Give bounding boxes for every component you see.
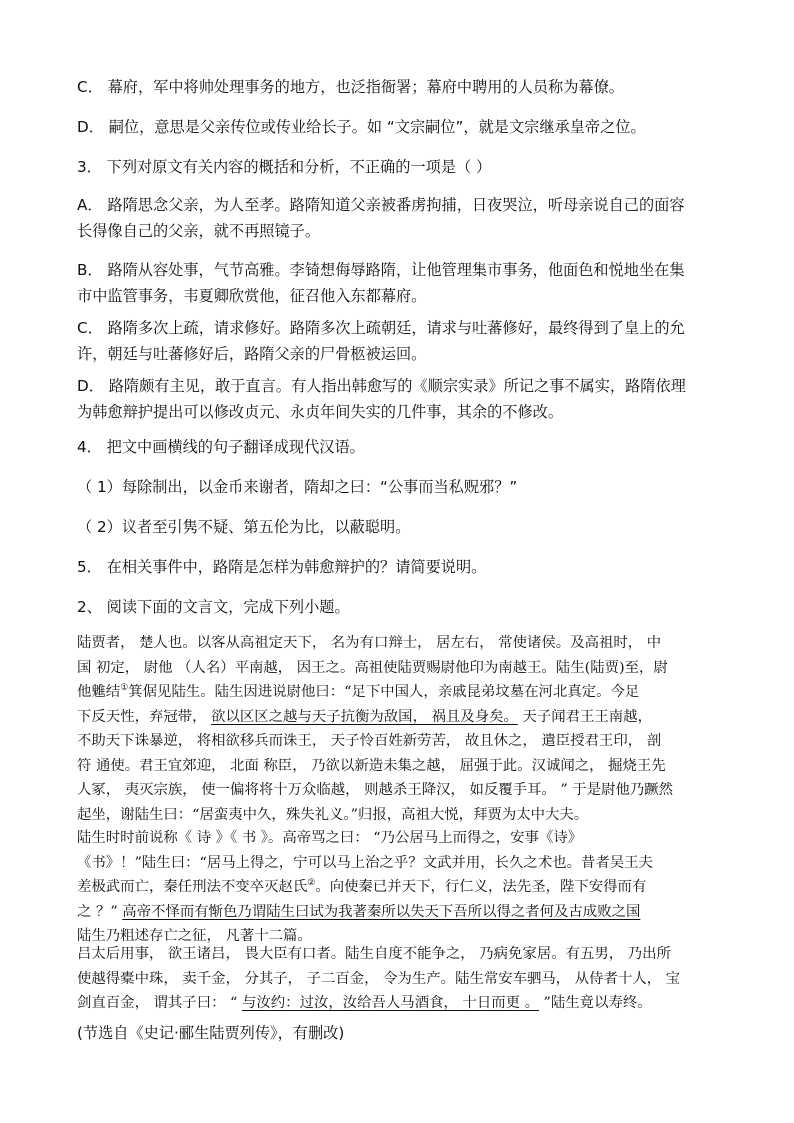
passage-paragraph-2: 陆生时时前说称《 诗 》《 书 》。高帝骂之曰： “乃公居马上而得之，安事《诗》 《书》！”陆生曰：“居马上得之，宁可以马上治之乎？文武并用，长久之术也。昔者吴王夫 差极武而亡，秦任刑法不变卒灭赵氏②。向使秦已并天下，行仁义，法先圣，陛下安得而有 之 ？” 高帝不怿而有惭色乃谓陆生曰试为我著秦所以失天下吾所以得之者何及古成败之国 陆生乃粗述存亡之征， 凡著十二篇。: [77, 830, 653, 944]
option-d-text: D． 嗣位，意思是父亲传位或传业给长子。如 “文宗嗣位”，就是文宗继承皇帝之位。: [77, 118, 646, 136]
underlined-sentence: 高帝不怿而有惭色乃谓陆生曰试为我著秦所以失天下吾所以得之者何及古成败之国: [122, 903, 641, 920]
option-c-text: C． 幕府，军中将帅处理事务的地方，也泛指衙署；幕府中聘用的人员称为幕僚。: [77, 78, 624, 96]
passage-paragraph-1: 陆贾者， 楚人也。以客从高祖定天下， 名为有口辩士， 居左右， 常使诸侯。及高祖时， 中 国 初定， 尉他 （人名）平南越， 因王之。高祖使陆贾赐尉他印为南越王。陆生(陆贾)至，尉 他魋结①箕倨见陆生。陆生因进说尉他曰：“足下中国人，亲戚昆弟坟墓在河北真定。今足 下反天性，弃冠带， 欲以区区之越与天子抗衡为敌国， 祸且及身矣。 天子闻君王王南越， 不助天下诛暴逆， 将相欲移兵而诛王， 天子怜百姓新劳苦， 故且休之， 遣臣授君王印， 剖 符 通使。君王宜郊迎， 北面 称臣， 乃欲以新造未集之越， 屈强于此。汉诚闻之， 掘烧王先 人冢， 夷灭宗族， 使一偏将将十万众临越， 则越杀王降汉， 如反覆手耳。 ” 于是尉他乃蹶然 起坐，谢陆生曰：“居蛮夷中久，殊失礼义。”归报，高祖大悦，拜贾为太中大夫。: [77, 635, 674, 823]
question-3-option-d: D． 路隋颇有主见，敢于直言。有人指出韩愈写的《顺宗实录》所记之事不属实，路隋依理 为韩愈辩护提出可以修改贞元、永贞年间失实的几件事，其余的不修改。: [77, 377, 686, 421]
question-3-option-b: B． 路隋从容处事，气节高雅。李锜想侮辱路隋，让他管理集市事务，他面色和悦地坐在集 市中监管事务，韦夏卿欣赏他，征召他入东都幕府。: [77, 261, 685, 305]
question-4-part-2: （ 2）议者至引隽不疑、第五伦为比，以蔽聪明。: [77, 518, 411, 536]
question-5: 5． 在相关事件中，路隋是怎样为韩愈辩护的？请简要说明。: [77, 558, 487, 576]
passage-source: (节选自《史记·郦生陆贾列传》，有删改): [77, 1024, 345, 1042]
passage-paragraph-3: 吕太后用事， 欲王诸吕， 畏大臣有口者。陆生自度不能争之， 乃病免家居。有五男， 乃出所 使越得橐中珠， 卖千金， 分其子， 子二百金， 令为生产。陆生常安车驷马， 从侍者十人， 宝 剑直百金， 谓其子曰： “ 与汝约：过汝，汝给吾人马酒食， 十日而更 。 ”陆生竟以寿终。: [77, 946, 681, 1011]
question-3-option-a: A． 路隋思念父亲，为人至孝。路隋知道父亲被番虏拘捕，日夜哭泣，听母亲说自己的面容 长得像自己的父亲，就不再照镜子。: [77, 196, 685, 240]
question-3-option-c: C． 路隋多次上疏，请求修好。路隋多次上疏朝廷，请求与吐蕃修好，最终得到了皇上的允 许，朝廷与吐蕃修好后，路隋父亲的尸骨柩被运回。: [77, 319, 685, 363]
footnote-marker: ①: [120, 683, 129, 694]
underlined-sentence: 与汝约：过汝，汝给吾人马酒食， 十日而更 。: [242, 995, 539, 1011]
question-3: 3． 下列对原文有关内容的概括和分析，不正确的一项是（ ）: [77, 158, 492, 176]
question-4-part-1: （ 1）每除制出，以金币来谢者，隋却之曰：“公事而当私贶邪？”: [77, 478, 518, 496]
footnote-marker: ②: [307, 878, 316, 889]
underlined-sentence: 欲以区区之越与天子抗衡为敌国， 祸且及身矣。: [211, 708, 518, 725]
reading-intro: 2、 阅读下面的文言文，完成下列小题。: [77, 598, 350, 616]
question-4: 4． 把文中画横线的句子翻译成现代汉语。: [77, 438, 365, 456]
